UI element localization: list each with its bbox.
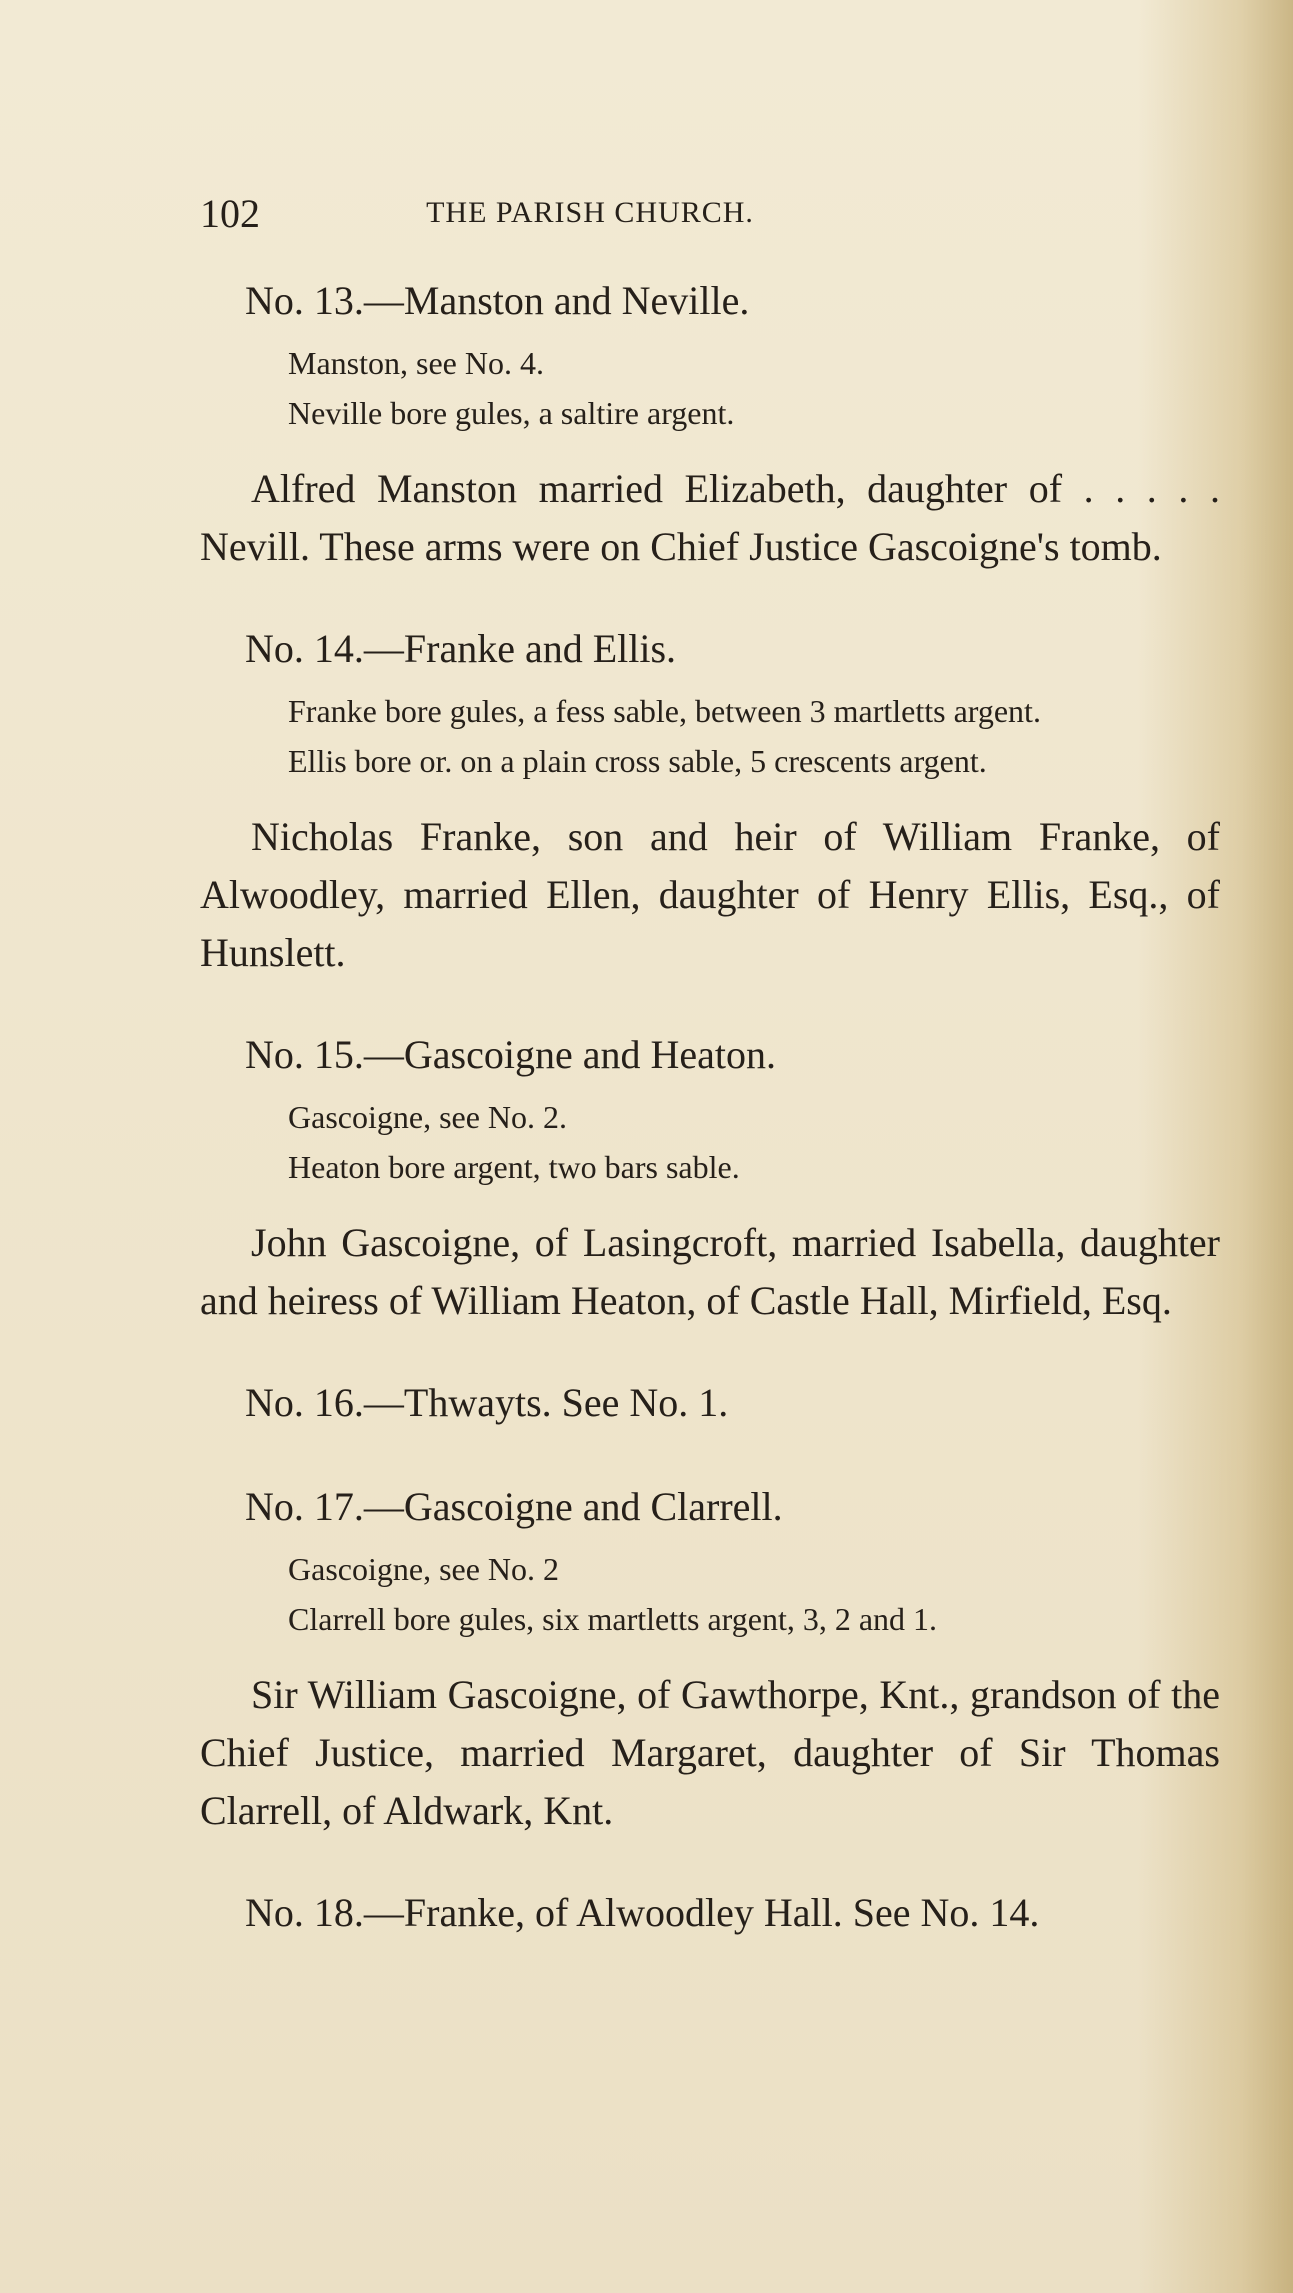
blazon-line: Neville bore gules, a saltire argent. <box>288 395 735 431</box>
blazon-line: Ellis bore or. on a plain cross sable, 5 crescents argent. <box>288 743 987 779</box>
entry-15 <box>200 1024 1220 1330</box>
blazon-line: Franke bore gules, a fess sable, between 3 martletts argent. <box>288 693 1041 729</box>
blazon-line: Gascoigne, see No. 2. <box>288 1099 568 1135</box>
entry-heading: No. 17.—Gascoigne and Clarrell. <box>245 1484 783 1529</box>
entry-paragraph: Alfred Manston married Elizabeth, daughter of . . . . . Nevill. These arms were on Chief Justice Gascoigne's tomb. <box>200 466 1220 569</box>
blazon-line: Clarrell bore gules, six martletts argent, 3, 2 and 1. <box>288 1601 938 1637</box>
entry-heading: No. 15.—Gascoigne and Heaton. <box>245 1032 776 1077</box>
entry-14 <box>200 618 1220 982</box>
entry-18 <box>200 1882 1220 1944</box>
running-title: THE PARISH CHURCH. <box>426 196 754 229</box>
blazon-line: Gascoigne, see No. 2 <box>288 1551 560 1587</box>
entry-17 <box>200 1476 1220 1840</box>
blazon-line: Heaton bore argent, two bars sable. <box>288 1149 740 1185</box>
page-header <box>200 190 980 240</box>
blazon-line: Manston, see No. 4. <box>288 345 544 381</box>
entry-paragraph: John Gascoigne, of Lasingcroft, married Isabella, daughter and heiress of William Heaton, of Castle Hall, Mirfield, Esq. <box>200 1220 1220 1323</box>
entry-heading: No. 16.—Thwayts. See No. 1. <box>245 1380 729 1425</box>
entry-paragraph: Nicholas Franke, son and heir of William Franke, of Alwoodley, married Ellen, daughter of Henry Ellis, Esq., of Hunslett. <box>200 814 1220 975</box>
entry-heading: No. 18.—Franke, of Alwoodley Hall. See No. 14. <box>245 1890 1040 1935</box>
page-number: 102 <box>200 191 260 236</box>
entry-heading: No. 13.—Manston and Neville. <box>245 278 750 323</box>
entry-heading: No. 14.—Franke and Ellis. <box>245 626 677 671</box>
entry-paragraph: Sir William Gascoigne, of Gawthorpe, Knt., grandson of the Chief Justice, married Margaret, daughter of Sir Thomas Clarrell, of Aldwark, Knt. <box>200 1672 1220 1833</box>
entry-16 <box>200 1372 1220 1434</box>
entry-13 <box>200 270 1220 576</box>
page-body <box>200 270 1220 1944</box>
